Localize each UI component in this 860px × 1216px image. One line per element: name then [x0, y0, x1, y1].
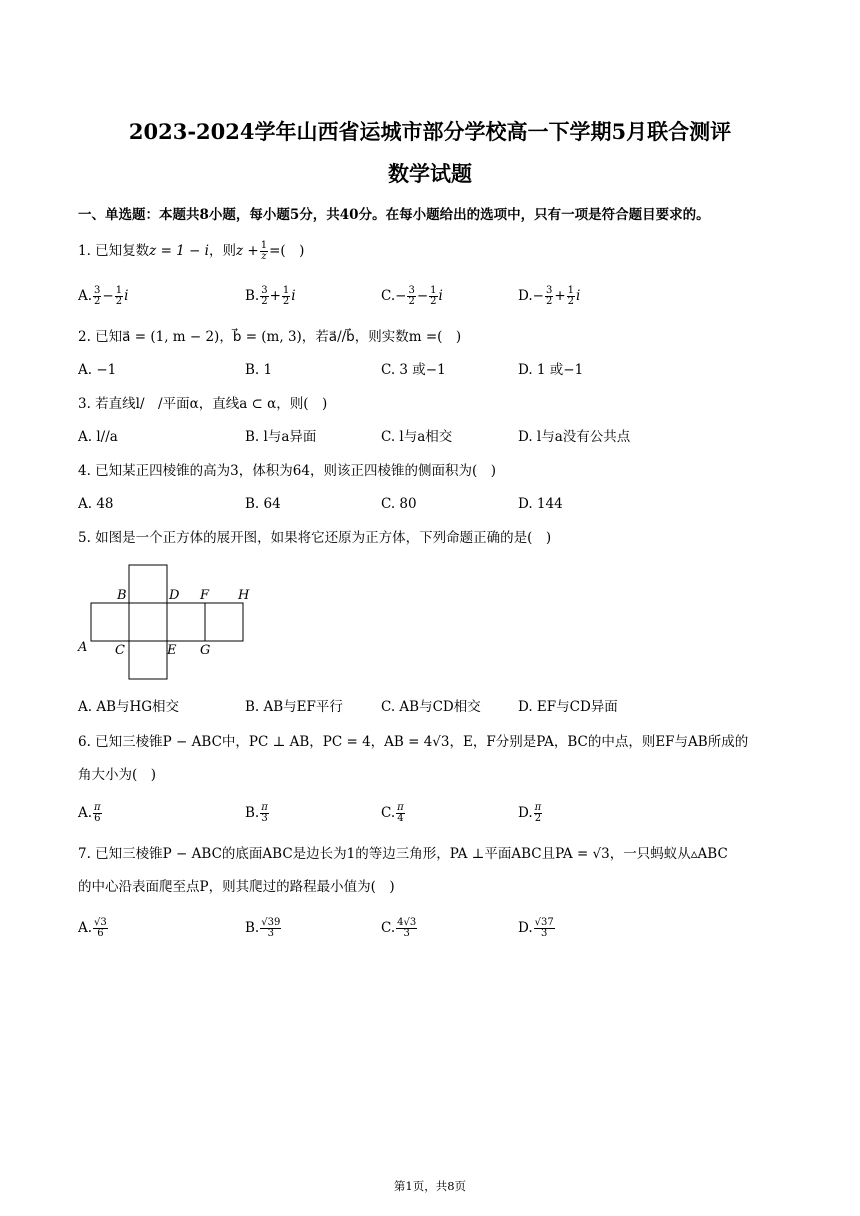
q3-stem: 3. 若直线l/ /平面α，直线a ⊂ α，则( ): [78, 396, 328, 412]
q6-d-den: 2: [534, 813, 542, 824]
net-square-bottom: [129, 641, 167, 679]
q5-option-a: A. AB与HG相交: [78, 699, 180, 715]
q7-b-den: 3: [267, 928, 274, 939]
q4-option-b: B. 64: [245, 496, 281, 512]
net-square-4: [205, 603, 243, 641]
net-label-d: D: [169, 588, 180, 603]
q1-stem-b: z = 1 − i: [149, 243, 209, 259]
q1-a-d2: 2: [115, 296, 123, 307]
q7-stem-line1: 7. 已知三棱锥P − ABC的底面ABC是边长为1的等边三角形，PA ⊥平面ABC且PA = √3，一只蚂蚁从▵ABC: [78, 846, 728, 862]
q5-option-b: B. AB与EF平行: [245, 699, 343, 715]
q1-a-mid: −: [102, 288, 114, 304]
net-label-f: F: [200, 588, 210, 603]
q7-d-den: 3: [541, 928, 548, 939]
q1-option-b: [245, 286, 296, 307]
q7-option-a: [78, 918, 109, 939]
q6-a-num: π: [94, 802, 101, 813]
q7-option-b: [245, 918, 282, 939]
q1-option-c: [381, 286, 443, 307]
q1-b-d1: 2: [261, 296, 268, 307]
q1-d-tail: i: [576, 288, 581, 304]
q7-d-label: D.: [518, 920, 533, 936]
q1-b-n2: 1: [282, 285, 290, 296]
q4-stem: 4. 已知某正四棱锥的高为3，体积为64，则该正四棱锥的侧面积为( ): [78, 463, 496, 479]
q1-b-mid: +: [269, 288, 281, 304]
q7-c-num: 4√3: [397, 917, 417, 928]
q1-c-sign: −: [395, 288, 407, 304]
q6-a-den: 6: [94, 813, 101, 824]
net-label-c: C: [115, 643, 125, 658]
q7-stem-line2: 的中心沿表面爬至点P，则其爬过的路程最小值为( ): [78, 879, 395, 895]
q2-option-d: D. 1 或−1: [518, 362, 584, 378]
q1-c-tail: i: [438, 288, 443, 304]
q6-b-label: B.: [245, 805, 260, 821]
q7-c-label: C.: [381, 920, 396, 936]
q1-d-n2: 1: [567, 285, 575, 296]
q1-b-label: B.: [245, 288, 260, 304]
q7-b-label: B.: [245, 920, 260, 936]
q1-d-d1: 2: [545, 296, 553, 307]
net-label-a: A: [78, 640, 88, 655]
q3-option-a: A. l//a: [78, 429, 118, 445]
q1-c-d2: 2: [430, 296, 437, 307]
cube-net-figure: [76, 560, 266, 685]
q1-a-n2: 1: [115, 285, 123, 296]
q2-option-b: B. 1: [245, 362, 273, 378]
q1-stem-e: =( ): [269, 243, 305, 259]
q6-option-c: [381, 803, 406, 824]
q4-option-d: D. 144: [518, 496, 563, 512]
q3-option-d: D. l与a没有公共点: [518, 429, 631, 445]
q6-a-label: A.: [78, 805, 93, 821]
q1-fraction: [260, 241, 268, 262]
q1-option-d: [518, 286, 580, 307]
q1-d-n1: 3: [545, 285, 553, 296]
q1-frac-num: 1: [260, 240, 268, 251]
section-heading: 一、单选题：本题共8小题，每小题5分，共40分。在每小题给出的选项中，只有一项是符合题目要求的。: [78, 207, 710, 223]
q1-d-sign: −: [532, 288, 544, 304]
q7-a-label: A.: [78, 920, 93, 936]
q6-b-num: π: [261, 802, 268, 813]
q7-option-c: [381, 918, 418, 939]
q6-d-label: D.: [518, 805, 533, 821]
q3-option-c: C. l与a相交: [381, 429, 453, 445]
q6-c-label: C.: [381, 805, 396, 821]
q7-option-d: [518, 918, 556, 939]
q1-d-label: D.: [518, 288, 533, 304]
q7-a-den: 6: [97, 928, 104, 939]
q6-c-num: π: [397, 802, 404, 813]
net-square-top: [129, 565, 167, 603]
q6-option-a: [78, 803, 103, 824]
q1-d-mid: +: [554, 288, 566, 304]
q3-option-b: B. l与a异面: [245, 429, 317, 445]
q1-b-tail: i: [291, 288, 296, 304]
net-label-h: H: [238, 588, 250, 603]
q7-c-den: 3: [403, 928, 410, 939]
q4-option-a: A. 48: [78, 496, 114, 512]
q6-stem-line1: 6. 已知三棱锥P − ABC中，PC ⊥ AB，PC = 4，AB = 4√3，E，F分别是PA，BC的中点，则EF与AB所成的: [78, 734, 749, 750]
q2-option-a: A. −1: [78, 362, 117, 378]
q5-option-d: D. EF与CD异面: [518, 699, 618, 715]
q1-frac-den: z: [261, 251, 267, 262]
q5-stem: 5. 如图是一个正方体的展开图，如果将它还原为正方体，下列命题正确的是( ): [78, 530, 552, 546]
q1-c-n1: 3: [408, 285, 415, 296]
q1-stem-a: 1. 已知复数: [78, 243, 150, 259]
q1-stem-c: ，则: [208, 243, 236, 259]
q1-c-mid: −: [416, 288, 429, 304]
q5-option-c: C. AB与CD相交: [381, 699, 481, 715]
q6-d-num: π: [534, 802, 542, 813]
q1-b-n1: 3: [261, 285, 268, 296]
q6-c-den: 4: [397, 813, 404, 824]
net-label-g: G: [200, 643, 211, 658]
q1-stem: [78, 241, 304, 262]
q7-d-num: √37: [534, 917, 554, 928]
net-square-2: [129, 603, 167, 641]
doc-title-line2: 数学试题: [388, 161, 472, 186]
q6-b-den: 3: [261, 813, 268, 824]
q6-option-d: [518, 803, 543, 824]
q1-a-tail: i: [124, 288, 129, 304]
net-square-3: [167, 603, 205, 641]
net-label-b: B: [117, 588, 127, 603]
q1-c-n2: 1: [430, 285, 437, 296]
q6-stem-line2: 角大小为( ): [78, 767, 157, 783]
net-label-e: E: [167, 643, 177, 658]
q4-option-c: C. 80: [381, 496, 417, 512]
q1-a-d1: 2: [94, 296, 101, 307]
q6-option-b: [245, 803, 270, 824]
q1-c-label: C.: [381, 288, 396, 304]
q2-option-c: C. 3 或−1: [381, 362, 446, 378]
doc-title-line1: 2023-2024学年山西省运城市部分学校高一下学期5月联合测评: [128, 119, 732, 144]
q1-d-d2: 2: [567, 296, 575, 307]
q1-a-label: A.: [78, 288, 93, 304]
q1-option-a: [78, 286, 128, 307]
page-footer: 第1页，共8页: [393, 1179, 467, 1193]
q7-b-num: √39: [261, 917, 281, 928]
q1-c-d1: 2: [408, 296, 415, 307]
net-square-1: [91, 603, 129, 641]
q2-stem: 2. 已知a⃗ = (1, m − 2)，b⃗ = (m, 3)，若a⃗//b⃗，则实数m =( ): [78, 329, 462, 345]
q1-stem-d: z +: [235, 243, 259, 259]
q1-b-d2: 2: [282, 296, 290, 307]
q1-a-n1: 3: [94, 285, 101, 296]
q7-a-num: √3: [94, 917, 107, 928]
